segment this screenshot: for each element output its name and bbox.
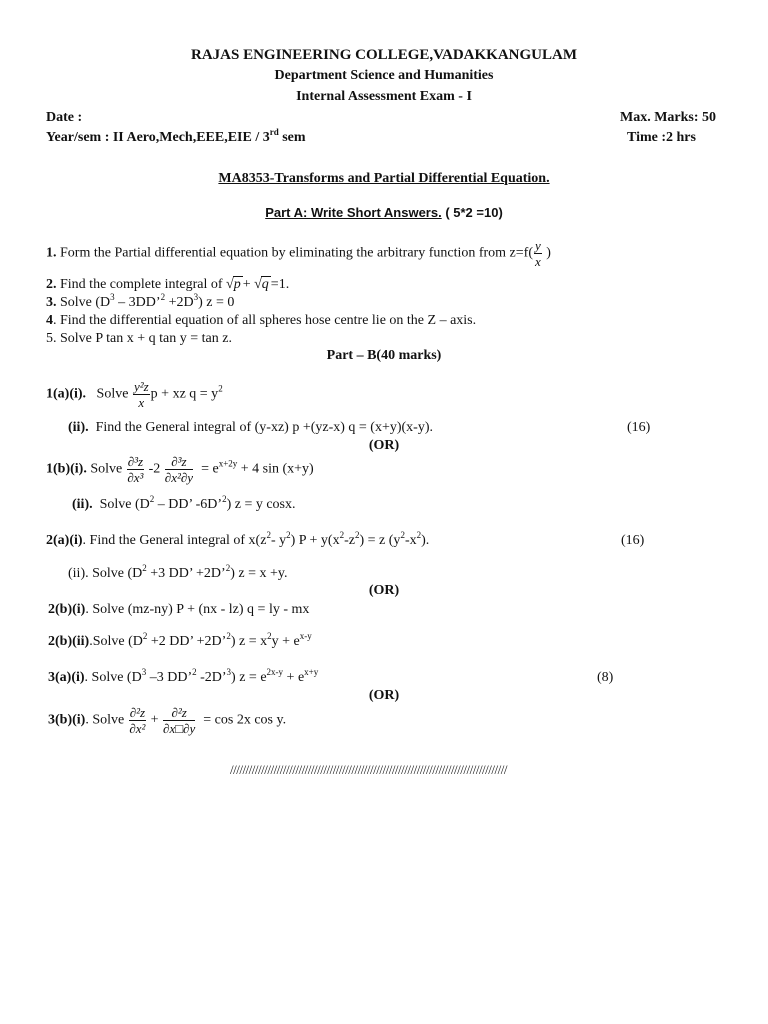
fraction-y-over-x: $\frac{y}{x}$ (535, 238, 541, 269)
part-a-question-2: 2. Find the complete integral of √p + √q =1. (46, 277, 290, 292)
marks-16: (16) (627, 420, 651, 435)
college-name: RAJAS ENGINEERING COLLEGE,VADAKKANGULAM (190, 47, 578, 63)
part-a-title: Part A: Write Short Answers. ( 5*2 =10) (265, 205, 503, 220)
part-b-title: Part – B(40 marks) (326, 348, 442, 363)
part-a-question-3: 3. Solve ($D^3$ – 3DD’$^2$ $+2D^3$) z = 0 (46, 292, 235, 310)
time-allowed: Time :2 hrs (627, 130, 696, 145)
date-label: Date : (46, 110, 83, 125)
department-name: Department Science and Humanities (274, 68, 494, 83)
part-b-question-1b-i: 1(b)(i). Solve $\frac{\text{∂³z}}{\text{∂x³}}$ -2 $\frac{\text{∂³z}}{\text{∂x²∂y}}$ = $e^{x+2y} + 4$ sin (x+y) (46, 454, 314, 485)
or-separator: (OR) (368, 583, 400, 598)
marks-8: (8) (597, 670, 614, 685)
part-a-question-1: 1. Form the Partial differential equation by eliminating the arbitrary function from z=f( $\frac{y}{x}$ ) (46, 238, 551, 269)
part-b-question-1a-ii: (ii). Find the General integral of (y-xz) p +(yz-x) q = (x+y)(x-y). (68, 420, 434, 435)
part-b-question-1b-ii: (ii). Solve ($D^2$ – DD’ -6D’$^2$) z = y cosx. (72, 494, 296, 512)
part-b-question-2b-i: 2(b)(i). Solve (mz-ny) P + (nx - lz) q = ly - mx (48, 602, 310, 617)
part-b-question-2a-i: 2(a)(i). Find the General integral of $x(z^2-$ $y^2$) $P + y(x^2-z^2) = z$ $(y^2-x^2)$. (46, 530, 430, 548)
sqrt-icon: √ (254, 277, 262, 292)
part-a-question-5: 5. Solve P tan x + q tan y = tan z. (46, 331, 232, 346)
course-title: MA8353-Transforms and Partial Differential Equation. (218, 171, 550, 186)
exam-title: Internal Assessment Exam - I (296, 89, 472, 104)
part-b-question-3b-i: 3(b)(i). Solve $\frac{\text{∂²z}}{\text{∂x²}}$ + $\frac{\text{∂²z}}{\partial x□\partial y}$ = cos 2x cos y. (48, 705, 287, 736)
part-b-question-1a-i: 1(a)(i). Solve $\frac{\text{y²z}}{x}$ p + xz $q = y^2$ (46, 379, 223, 410)
part-b-question-3a-i: 3(a)(i). Solve ($D^3$ –3 DD’$^2$ -2D’$^3$) $z = e^{2x-y} + e^{x+y}$ (48, 667, 319, 685)
or-separator: (OR) (368, 688, 400, 703)
part-a-question-4: 4. Find the differential equation of all spheres hose centre lie on the Z – axis. (46, 313, 477, 328)
or-separator: (OR) (368, 438, 400, 453)
marks-16-b: (16) (621, 533, 645, 548)
part-b-question-2a-ii: (ii). Solve ($D^2 +3$ DD’ +2D’$^2$) z = x +y. (68, 563, 288, 581)
footer-divider: ///////////////////////////////////////////////////////////////////////////////////////// (230, 762, 507, 777)
part-b-question-2b-ii: 2(b)(ii).Solve ($D^2 +2$ DD’ +2D’$^2$) $z = x^2y + e^{x-y}$ (48, 631, 312, 649)
sqrt-icon: √ (226, 277, 234, 292)
max-marks: Max. Marks: 50 (620, 110, 717, 125)
year-sem: Year/sem : II Aero,Mech,EEE,EIE / 3rd sem (46, 127, 306, 145)
